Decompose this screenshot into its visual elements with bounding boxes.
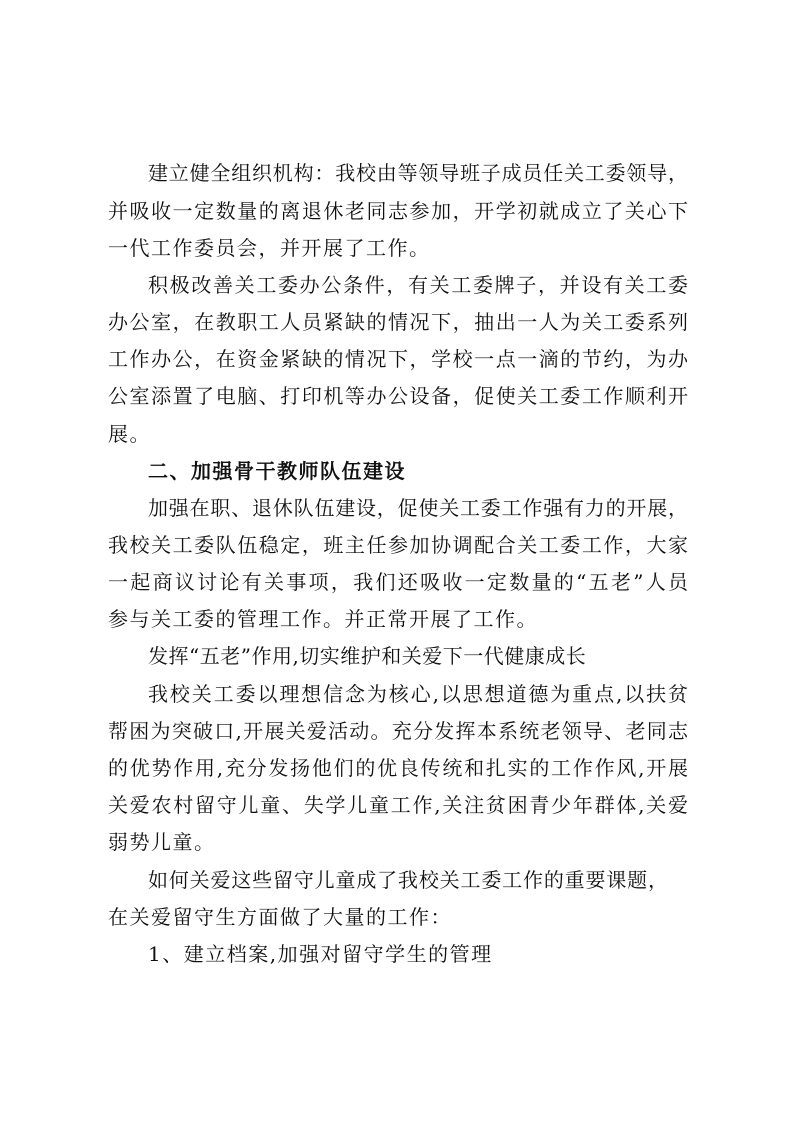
- paragraph-line: 我校关工委队伍稳定，班主任参加协调配合关工委工作，大家: [108, 533, 688, 557]
- paragraph-line: 并吸收一定数量的离退休老同志参加，开学初就成立了关心下: [108, 199, 688, 223]
- paragraph-line: 在关爱留守生方面做了大量的工作：: [108, 905, 452, 929]
- paragraph-line: 一代工作委员会，并开展了工作。: [108, 236, 431, 260]
- paragraph-line: 加强在职、退休队伍建设，促使关工委工作强有力的开展，: [148, 496, 688, 520]
- list-item: 1、建立档案,加强对留守学生的管理: [148, 942, 493, 966]
- paragraph-line: 发挥“五老”作用,切实维护和关爱下一代健康成长: [148, 644, 587, 668]
- paragraph-line: 工作办公，在资金紧缺的情况下，学校一点一滴的节约，为办: [108, 347, 688, 371]
- paragraph-line: 如何关爱这些留守儿童成了我校关工委工作的重要课题，: [148, 868, 668, 892]
- paragraph-line: 我校关工委以理想信念为核心,以思想道德为重点,以扶贫: [148, 682, 688, 706]
- section-heading: 二、加强骨干教师队伍建设: [148, 459, 406, 483]
- paragraph-line: 办公室，在教职工人员紧缺的情况下，抽出一人为关工委系列: [108, 310, 688, 334]
- paragraph-line: 弱势儿童。: [108, 830, 216, 854]
- paragraph-line: 的优势作用,充分发扬他们的优良传统和扎实的工作作风,开展: [108, 756, 688, 780]
- paragraph-line: 公室添置了电脑、打印机等办公设备，促使关工委工作顺利开: [108, 384, 688, 408]
- paragraph-line: 积极改善关工委办公条件，有关工委牌子，并设有关工委: [148, 273, 688, 297]
- paragraph-line: 关爱农村留守儿童、失学儿童工作,关注贫困青少年群体,关爱: [108, 793, 688, 817]
- paragraph-line: 帮困为突破口,开展关爱活动。充分发挥本系统老领导、老同志: [108, 719, 688, 743]
- paragraph-line: 建立健全组织机构：我校由等领导班子成员任关工委领导，: [148, 161, 688, 185]
- paragraph-line: 展。: [108, 422, 151, 446]
- paragraph-line: 参与关工委的管理工作。并正常开展了工作。: [108, 607, 538, 631]
- paragraph-line: 一起商议讨论有关事项，我们还吸收一定数量的“五老”人员: [108, 570, 688, 594]
